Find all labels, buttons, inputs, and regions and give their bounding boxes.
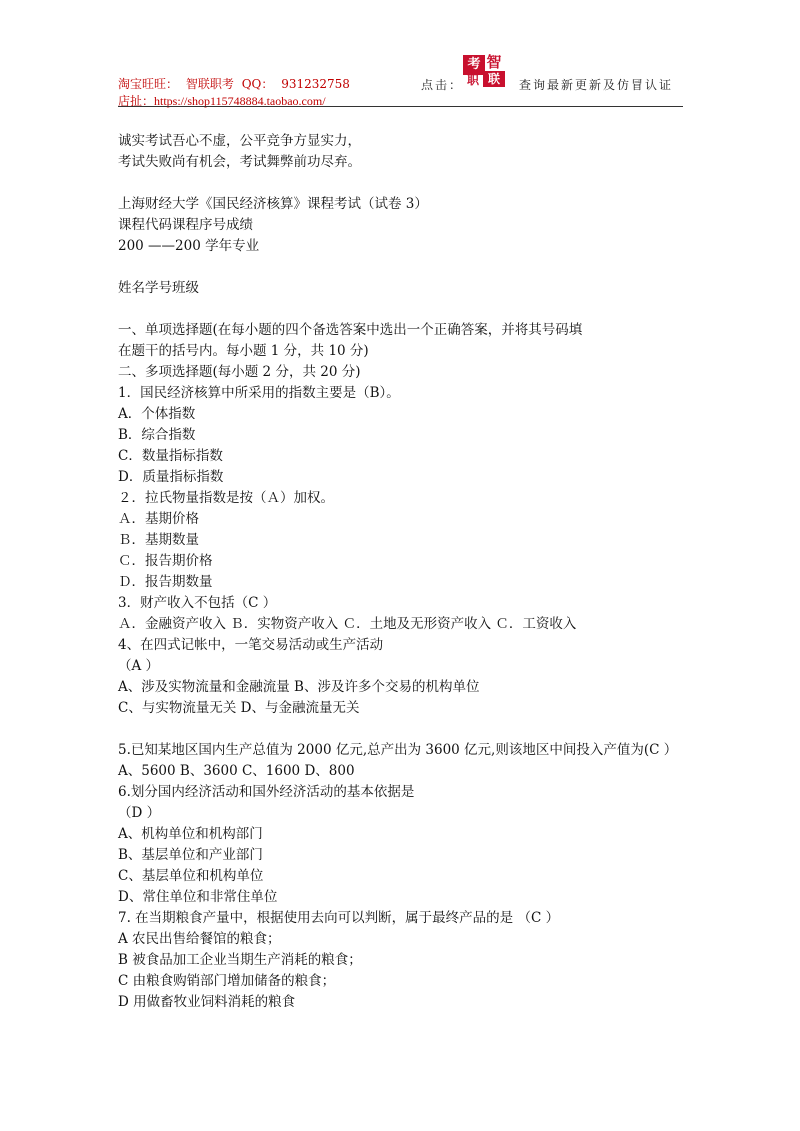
qq-label: QQ：: [241, 77, 274, 91]
section-heading: 一、单项选择题(在每小题的四个备选答案中选出一个正确答案，并将其号码填: [118, 322, 583, 338]
question-line: A、机构单位和机构部门: [118, 826, 263, 842]
question-list: [118, 740, 718, 1013]
question-list: [118, 383, 718, 719]
question-line: ２．拉氏物量指数是按（Ａ）加权。: [118, 490, 334, 506]
question-line: 7. 在当期粮食产量中，根据使用去向可以判断，属于最终产品的是 （C ）: [118, 910, 560, 926]
logo-char: 职: [466, 73, 479, 87]
question-line: A、5600 B、3600 C、1600 D、800: [118, 763, 355, 779]
motto-line: 诚实考试吾心不虚，公平竞争方显实力，: [118, 133, 361, 149]
store-url-link[interactable]: 店扯：https://shop115748884.taobao.com/: [118, 94, 326, 108]
question-line: Ａ．金融资产收入 Ｂ．实物资产收入 Ｃ．土地及无形资产收入 Ｃ．工资收入: [118, 616, 577, 632]
qq-number: 931232758: [281, 77, 350, 91]
spacer: [118, 257, 718, 278]
question-line: （A ）: [118, 658, 160, 674]
question-line: B．综合指数: [118, 427, 196, 443]
question-line: C 由粮食购销部门增加储备的粮食；: [118, 973, 336, 989]
question-line: 6.划分国内经济活动和国外经济活动的基本依据是: [118, 784, 415, 800]
question-line: Ａ．基期价格: [118, 511, 199, 527]
spacer: [118, 299, 718, 320]
section-heading: 在题干的括号内。每小题 1 分，共 10 分): [118, 343, 369, 359]
question-line: C、基层单位和机构单位: [118, 868, 264, 884]
question-line: （D ）: [118, 805, 161, 821]
shop-line: [118, 76, 354, 93]
question-line: A．个体指数: [118, 406, 196, 422]
question-line: Ｂ．基期数量: [118, 532, 199, 548]
spacer: [118, 173, 718, 194]
document-body: [118, 131, 718, 1013]
question-line: B 被食品加工企业当期生产消耗的粮食；: [118, 952, 362, 968]
logo-char: 智: [486, 53, 502, 71]
spacer: [118, 719, 718, 740]
header-contact: [118, 76, 354, 110]
student-info-line: 姓名学号班级: [118, 280, 199, 296]
question-line: 1．国民经济核算中所采用的指数主要是（B）。: [118, 385, 400, 401]
motto-line: 考试失败尚有机会，考试舞弊前功尽弃。: [118, 154, 361, 170]
shop-name: 智联职考: [185, 77, 234, 91]
logo-char: 联: [483, 71, 505, 87]
question-line: Ｃ．报告期价格: [118, 553, 213, 569]
question-line: D．质量指标指数: [118, 469, 224, 485]
question-line: A、涉及实物流量和金融流量 B、涉及许多个交易的机构单位: [118, 679, 480, 695]
section-heading: 二、多项选择题(每小题 2 分，共 20 分): [118, 364, 361, 380]
query-link[interactable]: 查询最新更新及仿冒认证: [519, 78, 674, 92]
click-label: 点击：: [421, 78, 464, 92]
question-line: Ｄ．报告期数量: [118, 574, 213, 590]
question-line: 5.已知某地区国内生产总值为 2000 亿元,总产出为 3600 亿元,则该地区中间投入产值为(C ）: [118, 742, 678, 758]
question-line: C、与实物流量无关 D、与金融流量无关: [118, 700, 360, 716]
question-line: 4、在四式记帐中，一笔交易活动或生产活动: [118, 637, 384, 653]
question-line: B、基层单位和产业部门: [118, 847, 263, 863]
brand-logo[interactable]: [463, 53, 505, 87]
question-line: C．数量指标指数: [118, 448, 223, 464]
question-line: A 农民出售给餐馆的粮食；: [118, 931, 281, 947]
wangwang-label: 淘宝旺旺：: [118, 77, 179, 91]
question-line: D 用做畜牧业饲料消耗的粮食: [118, 994, 296, 1010]
logo-char: 考: [463, 55, 485, 75]
course-code-line: 课程代码课程序号成绩: [118, 217, 253, 233]
academic-year-line: 200 ——200 学年专业: [118, 238, 260, 254]
question-line: 3．财产收入不包括（C ）: [118, 595, 277, 611]
header-divider: [118, 106, 683, 107]
exam-title: 上海财经大学《国民经济核算》课程考试（试卷 3）: [118, 196, 428, 212]
question-line: D、常住单位和非常住单位: [118, 889, 278, 905]
